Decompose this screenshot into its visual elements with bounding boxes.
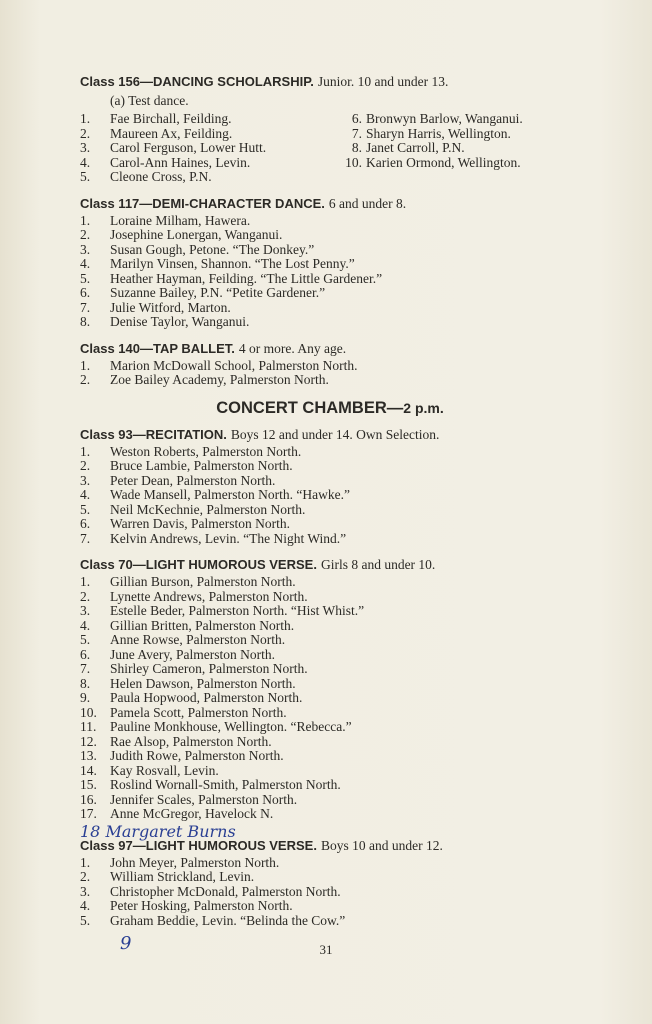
list-item: 2. William Strickland, Levin. <box>80 869 255 884</box>
list-item: 15. Roslind Wornall-Smith, Palmerston North. <box>80 777 341 792</box>
list-item: 6. Bronwyn Barlow, Wanganui. <box>351 111 523 126</box>
list-item: 1. Gillian Burson, Palmerston North. <box>80 574 296 589</box>
section-heading: Class 93—RECITATION. Boys 12 and under 14. Own Selection. <box>80 426 440 442</box>
list-item: 1. Weston Roberts, Palmerston North. <box>80 443 302 459</box>
list-item: 1. Loraine Milham, Hawera. <box>80 212 251 228</box>
list-item: 5. Cleone Cross, P.N. <box>80 169 212 184</box>
entrant-list <box>80 445 580 547</box>
page-number: 31 <box>319 942 333 957</box>
entrant-list <box>80 214 580 330</box>
entrant-list <box>80 359 580 388</box>
list-item: 8. Denise Taylor, Wanganui. <box>80 314 250 329</box>
list-item: 3. Christopher McDonald, Palmerston North. <box>80 883 341 899</box>
list-item: 10. Karien Ormond, Wellington. <box>345 154 521 170</box>
list-item: 2. Maureen Ax, Feilding. <box>80 125 233 141</box>
list-item: 4. Marilyn Vinsen, Shannon. “The Lost Penny.” <box>80 256 355 271</box>
section-heading: Class 140—TAP BALLET. 4 or more. Any age. <box>80 340 347 356</box>
list-item: 5. Anne Rowse, Palmerston North. <box>80 632 286 647</box>
section-subheading: (a) Test dance. <box>110 93 189 108</box>
list-item: 13. Judith Rowe, Palmerston North. <box>80 748 284 763</box>
entrant-list <box>80 856 580 929</box>
list-item: 1. Marion McDowall School, Palmerston North. <box>80 357 358 373</box>
entrant-columns <box>80 112 580 185</box>
list-item: 9. Paula Hopwood, Palmerston North. <box>80 690 303 705</box>
page-content <box>80 72 580 937</box>
list-item: 7. Shirley Cameron, Palmerston North. <box>80 661 308 676</box>
list-item: 11. Pauline Monkhouse, Wellington. “Rebecca.” <box>80 719 352 734</box>
list-item: 4. Wade Mansell, Palmerston North. “Hawke.” <box>80 487 350 502</box>
list-item: 3. Susan Gough, Petone. “The Donkey.” <box>80 241 315 257</box>
list-item: 4. Gillian Britten, Palmerston North. <box>80 617 295 633</box>
section-class-140 <box>80 339 580 388</box>
entrant-list-left <box>80 112 332 185</box>
list-item: 5. Neil McKechnie, Palmerston North. <box>80 501 306 517</box>
list-item: 6. Warren Davis, Palmerston North. <box>80 516 290 531</box>
list-item: 7. Kelvin Andrews, Levin. “The Night Wind.” <box>80 530 347 546</box>
list-item: 2. Bruce Lambie, Palmerston North. <box>80 458 293 473</box>
list-item: 4. Peter Hosking, Palmerston North. <box>80 898 293 913</box>
list-item: 17. Anne McGregor, Havelock N. <box>80 806 274 821</box>
list-item: 4. Carol-Ann Haines, Levin. <box>80 154 251 170</box>
list-item: 3. Carol Ferguson, Lower Hutt. <box>80 140 267 155</box>
list-item: 14. Kay Rosvall, Levin. <box>80 762 219 778</box>
handwritten-note: 18 Margaret Burns <box>80 822 236 841</box>
section-heading: Class 97—LIGHT HUMOROUS VERSE. Boys 10 and under 12. <box>80 837 443 853</box>
section-heading: Class 117—DEMI-CHARACTER DANCE. 6 and under 8. <box>80 195 407 211</box>
list-item: 5. Heather Hayman, Feilding. “The Little Gardener.” <box>80 270 383 286</box>
section-class-93 <box>80 425 580 547</box>
list-item: 6. June Avery, Palmerston North. <box>80 646 275 662</box>
list-item: 2. Josephine Lonergan, Wanganui. <box>80 227 283 242</box>
list-item: 2. Zoe Bailey Academy, Palmerston North. <box>80 372 329 387</box>
list-item: 16. Jennifer Scales, Palmerston North. <box>80 791 298 807</box>
entrant-list-right <box>332 112 523 185</box>
section-class-70 <box>80 555 580 822</box>
list-item: 7. Sharyn Harris, Wellington. <box>351 125 511 141</box>
list-item: 10. Pamela Scott, Palmerston North. <box>80 704 287 720</box>
list-item: 6. Suzanne Bailey, P.N. “Petite Gardener.” <box>80 285 326 300</box>
list-item: 8. Janet Carroll, P.N. <box>351 140 465 155</box>
section-class-117 <box>80 194 580 330</box>
list-item: 2. Lynette Andrews, Palmerston North. <box>80 588 308 604</box>
section-heading: Class 70—LIGHT HUMOROUS VERSE. Girls 8 and under 10. <box>80 557 436 572</box>
concert-chamber-heading: CONCERT CHAMBER—2 p.m. <box>216 398 444 417</box>
section-heading: Class 156—DANCING SCHOLARSHIP. Junior. 10 and under 13. <box>80 74 449 89</box>
list-item: 1. Fae Birchall, Feilding. <box>80 111 232 126</box>
list-item: 12. Rae Alsop, Palmerston North. <box>80 733 272 749</box>
list-item: 3. Peter Dean, Palmerston North. <box>80 472 276 488</box>
section-class-97 <box>80 836 580 929</box>
entrant-list <box>80 575 580 822</box>
list-item: 3. Estelle Beder, Palmerston North. “Hist Whist.” <box>80 603 365 618</box>
list-item: 8. Helen Dawson, Palmerston North. <box>80 675 296 691</box>
handwritten-mark: 9 <box>120 933 132 954</box>
list-item: 1. John Meyer, Palmerston North. <box>80 854 280 870</box>
section-class-156 <box>80 72 580 185</box>
list-item: 5. Graham Beddie, Levin. “Belinda the Cow.” <box>80 912 346 928</box>
list-item: 7. Julie Witford, Marton. <box>80 299 231 315</box>
